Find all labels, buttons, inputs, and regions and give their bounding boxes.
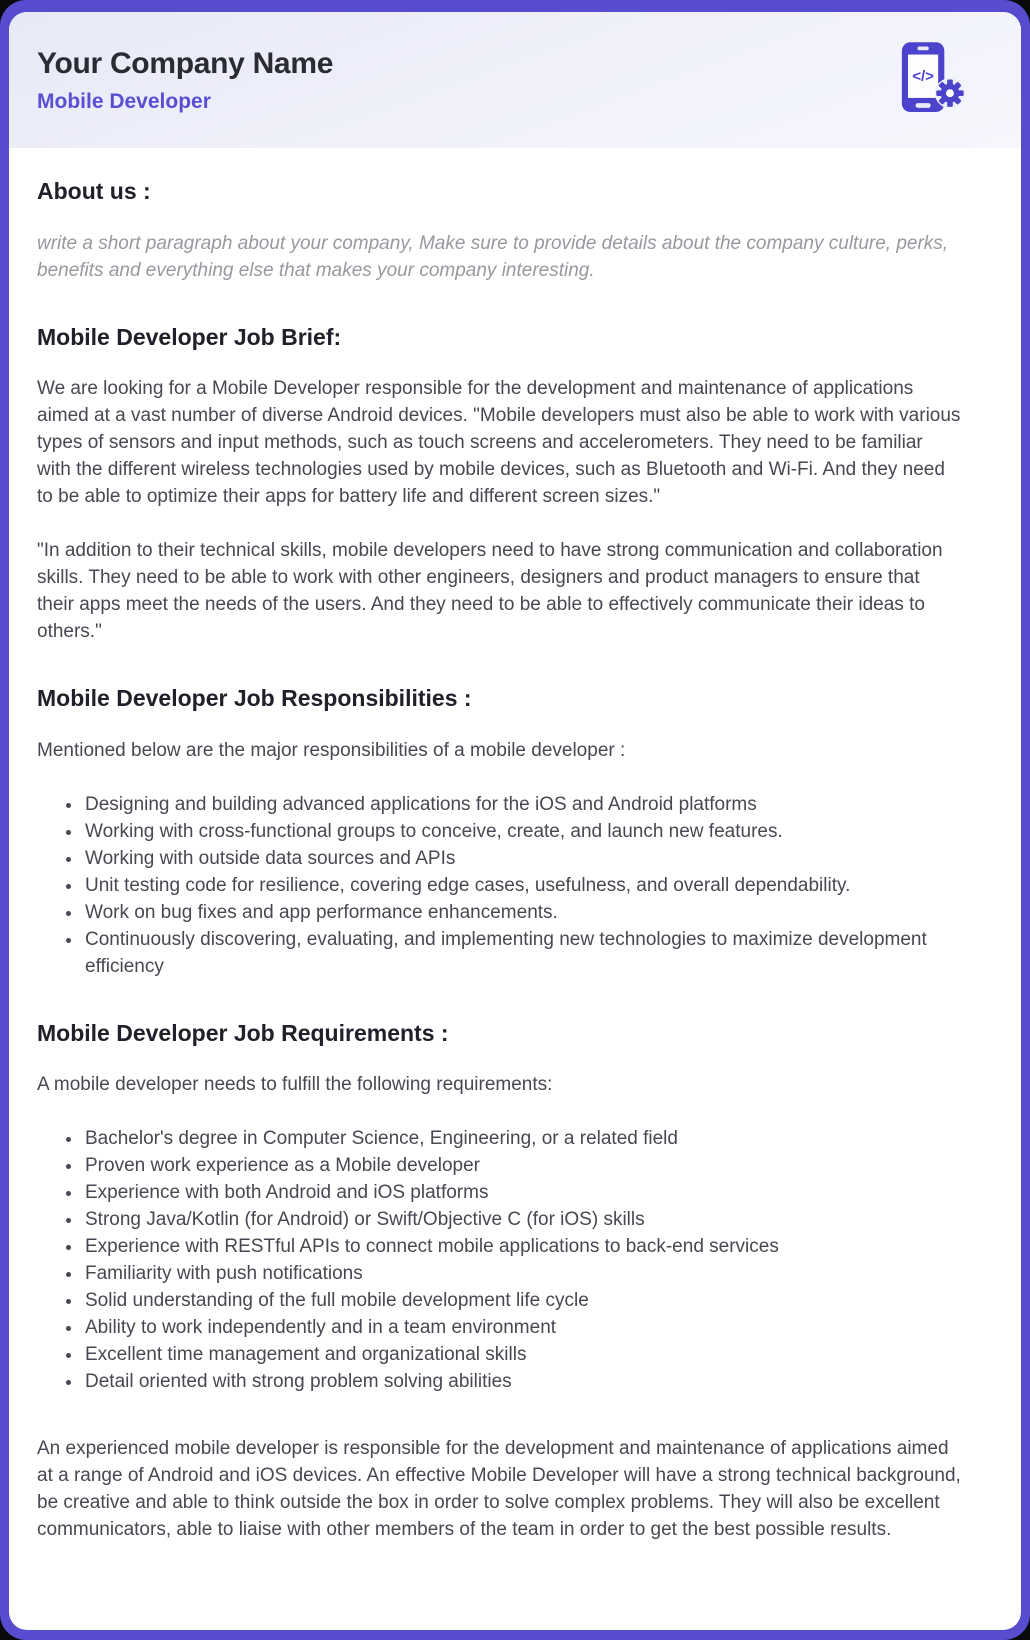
header-text-block — [37, 47, 333, 113]
responsibility-item: • Work on bug fixes and app performance enhancements. — [83, 899, 961, 926]
responsibilities-intro: Mentioned below are the major responsibilities of a mobile developer : — [37, 739, 626, 761]
about-heading: About us : — [37, 178, 151, 204]
requirement-item: • Detail oriented with strong problem solving abilities — [83, 1368, 961, 1395]
requirement-item: • Excellent time management and organizational skills — [83, 1341, 961, 1368]
document-body — [9, 148, 1021, 1583]
requirement-item: • Solid understanding of the full mobile development life cycle — [83, 1287, 961, 1314]
requirement-item: • Familiarity with push notifications — [83, 1260, 961, 1287]
requirement-item: • Experience with RESTful APIs to connect mobile applications to back-end services — [83, 1233, 961, 1260]
requirement-item: • Ability to work independently and in a team environment — [83, 1314, 961, 1341]
job-brief-paragraph-2: "In addition to their technical skills, mobile developers need to have strong communication and collaboration skills. They need to be able to work with other engineers, designers and product managers to ensure that their apps meet the needs of the users. And they need to be able to effectively communicate their ideas to others." — [37, 540, 943, 643]
responsibility-item: • Continuously discovering, evaluating, and implementing new technologies to maximize development efficiency — [83, 926, 961, 980]
document-card — [9, 12, 1021, 1630]
code-glyph: </> — [912, 67, 935, 85]
requirements-list — [37, 1125, 961, 1395]
gear-icon — [935, 78, 965, 108]
responsibilities-heading: Mobile Developer Job Responsibilities : — [37, 685, 472, 712]
responsibility-item: • Working with outside data sources and APIs — [83, 845, 961, 872]
company-name: Your Company Name — [37, 46, 334, 80]
responsibility-item: • Designing and building advanced applications for the iOS and Android platforms — [83, 791, 961, 818]
about-placeholder-text: write a short paragraph about your company, Make sure to provide details about the company culture, perks, benefits and everything else that makes your company interesting. — [37, 232, 949, 281]
document-header — [9, 12, 1021, 148]
requirement-item: • Proven work experience as a Mobile developer — [83, 1152, 961, 1179]
requirements-intro: A mobile developer needs to fulfill the following requirements: — [37, 1074, 553, 1096]
requirement-item: • Strong Java/Kotlin (for Android) or Swift/Objective C (for iOS) skills — [83, 1206, 961, 1233]
requirement-item: • Experience with both Android and iOS platforms — [83, 1179, 961, 1206]
requirement-item: • Bachelor's degree in Computer Science, Engineering, or a related field — [83, 1125, 961, 1152]
closing-paragraph: An experienced mobile developer is responsible for the development and maintenance of applications aimed at a range of Android and iOS devices. An effective Mobile Developer will have a strong technical background, be creative and able to think outside the box in order to solve complex problems. They will also be excellent communicators, able to liaise with other members of the team in order to get the best possible results. — [37, 1438, 961, 1541]
job-title: Mobile Developer — [37, 89, 211, 113]
requirements-heading: Mobile Developer Job Requirements : — [37, 1019, 449, 1046]
responsibilities-list — [37, 791, 961, 980]
responsibility-item: • Working with cross-functional groups to conceive, create, and launch new features. — [83, 818, 961, 845]
mobile-dev-icon — [900, 39, 966, 121]
job-brief-heading: Mobile Developer Job Brief: — [37, 323, 342, 350]
responsibility-item: • Unit testing code for resilience, covering edge cases, usefulness, and overall dependability. — [83, 872, 961, 899]
job-brief-paragraph-1: We are looking for a Mobile Developer responsible for the development and maintenance of applications aimed at a vast number of diverse Android devices. "Mobile developers must also be able to work with various types of sensors and input methods, such as touch screens and accelerometers. They need to be familiar with the different wireless technologies used by mobile devices, such as Bluetooth and Wi-Fi. And they need to be able to optimize their apps for battery life and different screen sizes." — [37, 378, 961, 508]
